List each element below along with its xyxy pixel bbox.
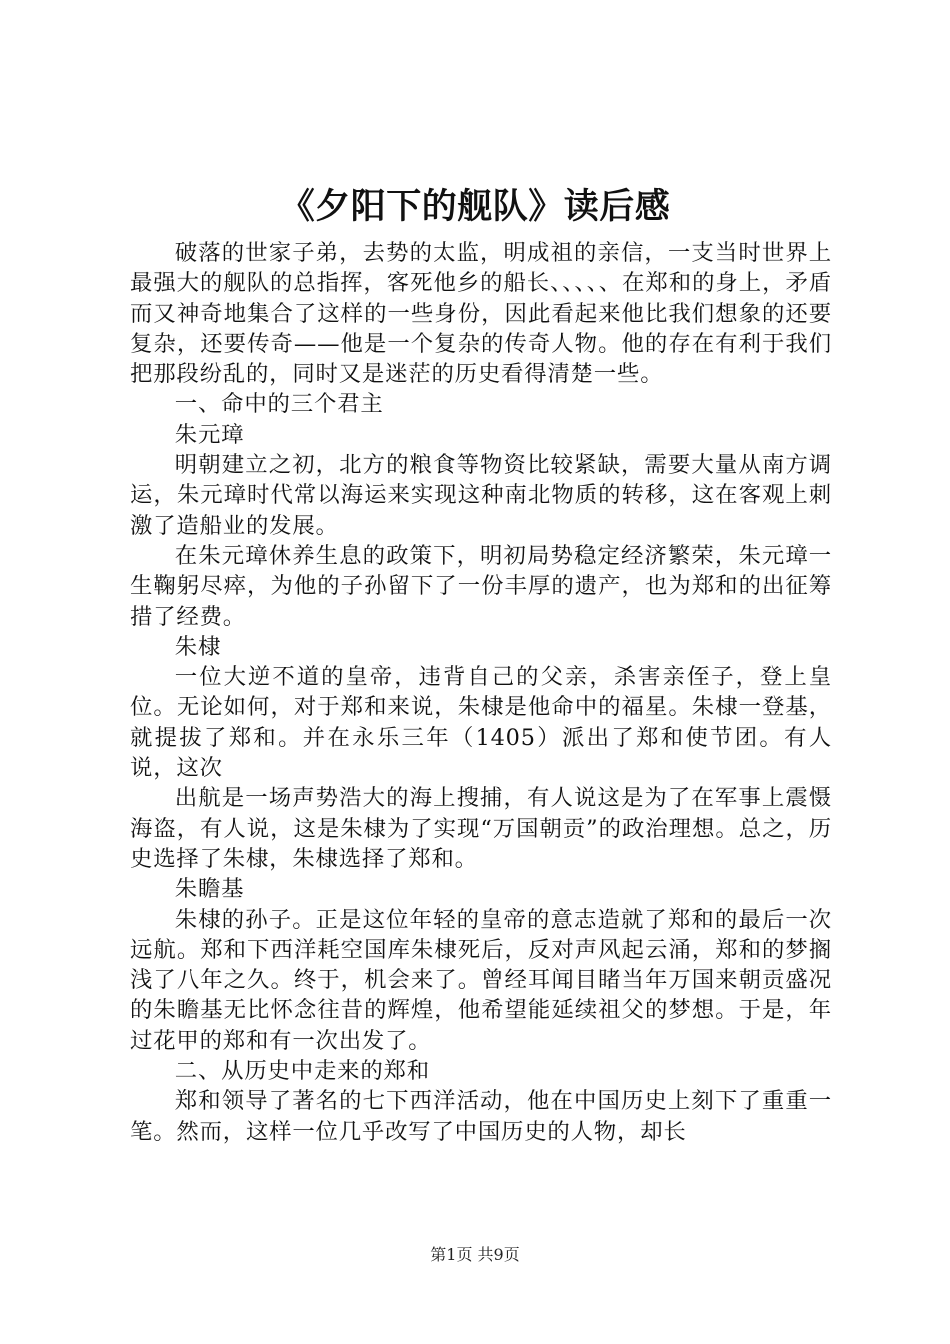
paragraph: 明朝建立之初，北方的粮食等物资比较紧缺，需要大量从南方调运，朱元璋时代常以海运来实现这种南北物质的转移，这在客观上刺激了造船业的发展。 <box>130 452 832 539</box>
document-title: 《夕阳下的舰队》读后感 <box>279 186 671 227</box>
paragraph: 郑和领导了著名的七下西洋活动，他在中国历史上刻下了重重一笔。然而，这样一位几乎改写了中国历史的人物，却长 <box>130 1088 832 1145</box>
subheading-zhu-zhanji: 朱瞻基 <box>174 876 245 903</box>
paragraph-intro: 破落的世家子弟，去势的太监，明成祖的亲信，一支当时世界上最强大的舰队的总指挥，客死他乡的船长、、、、、在郑和的身上，矛盾而又神奇地集合了这样的一些身份，因此看起来他比我们想象的还要复杂，还要传奇——他是一个复杂的传奇人物。他的存在有利于我们把那段纷乱的，同时又是迷茫的历史看得清楚一些。 <box>130 240 832 388</box>
subheading-zhu-di: 朱棣 <box>174 633 222 660</box>
paragraph: 在朱元璋休养生息的政策下，明初局势稳定经济繁荣，朱元璋一生鞠躬尽瘁，为他的子孙留下了一份丰厚的遗产，也为郑和的出征筹措了经费。 <box>130 542 832 630</box>
paragraph: 一位大逆不道的皇帝，违背自己的父亲，杀害亲侄子，登上皇位。无论如何，对于郑和来说，朱棣是他命中的福星。朱棣一登基，就提拔了郑和。并在永乐三年（1405）派出了郑和使节团。有人说，这次 <box>130 664 832 782</box>
section-heading-zheng-he: 二、从历史中走来的郑和 <box>174 1058 430 1085</box>
subheading-zhu-yuanzhang: 朱元璋 <box>174 421 245 448</box>
section-heading-three-rulers: 一、命中的三个君主 <box>174 391 384 418</box>
document-body <box>130 238 832 1147</box>
paragraph: 朱棣的孙子。正是这位年轻的皇帝的意志造就了郑和的最后一次远航。郑和下西洋耗空国库朱棣死后，反对声风起云涌，郑和的梦搁浅了八年之久。终于，机会来了。曾经耳闻目睹当年万国来朝贡盛况的朱瞻基无比怀念往昔的辉煌，他希望能延续祖父的梦想。于是，年过花甲的郑和有一次出发了。 <box>130 906 832 1054</box>
paragraph: 出航是一场声势浩大的海上搜捕，有人说这是为了在军事上震慑海盗，有人说，这是朱棣为了实现“万国朝贡”的政治理想。总之，历史选择了朱棣，朱棣选择了郑和。 <box>130 785 832 872</box>
page-number-footer: 第1页 共9页 <box>430 1245 520 1264</box>
